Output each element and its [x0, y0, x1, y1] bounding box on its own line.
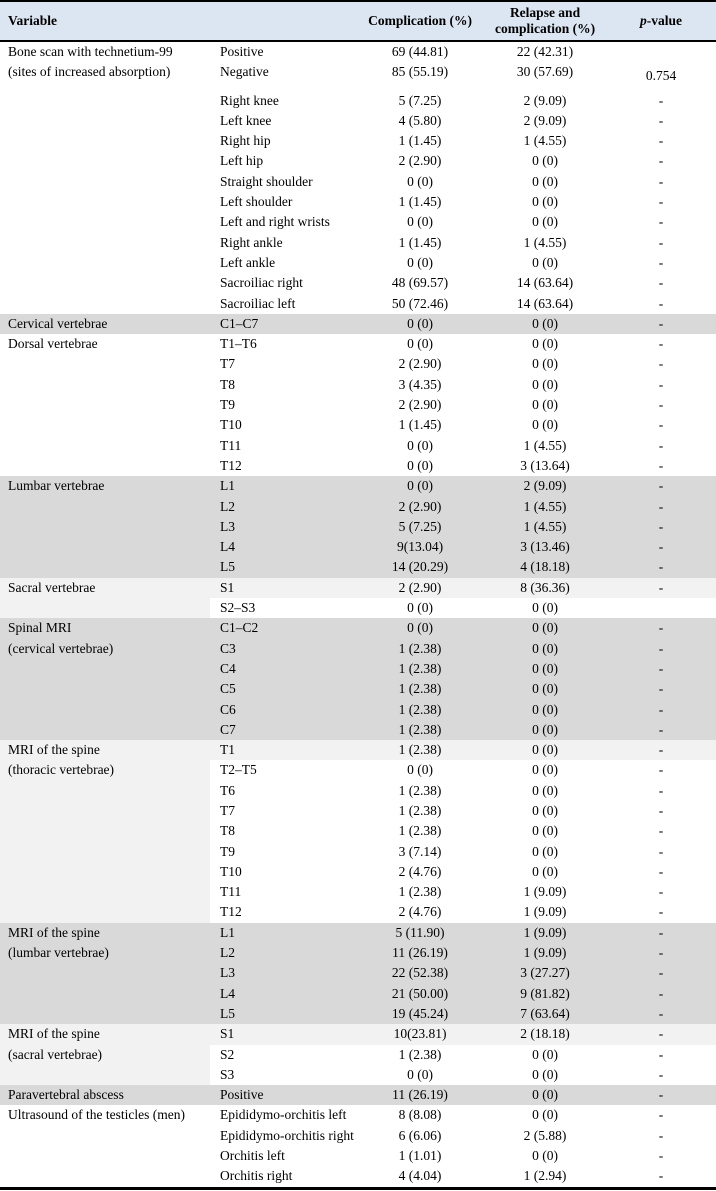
- complication-value: 9(13.04): [396, 539, 444, 555]
- p-rest: -value: [646, 13, 683, 28]
- relapse-value: 0 (0): [532, 802, 558, 818]
- table-row: [0, 314, 716, 334]
- row-sublabel: T1: [220, 742, 235, 758]
- relapse-value: 1 (4.55): [523, 498, 567, 514]
- table-row: [0, 334, 716, 354]
- p-value: -: [658, 1087, 664, 1103]
- row-sublabel: T9: [220, 397, 235, 413]
- relapse-value: 2 (9.09): [523, 112, 567, 128]
- relapse-value: 3 (13.46): [520, 539, 570, 555]
- complication-value: 22 (52.38): [391, 965, 449, 981]
- complication-value: 11 (26.19): [392, 945, 448, 961]
- relapse-value: 0 (0): [532, 721, 558, 737]
- complication-value: 5 (7.25): [398, 92, 442, 108]
- complication-value: 1 (2.38): [398, 701, 442, 717]
- relapse-value: 0 (0): [532, 1046, 558, 1062]
- p-value: -: [658, 173, 664, 189]
- p-value: -: [658, 884, 664, 900]
- variable-label: [0, 1105, 210, 1188]
- relapse-value: 0 (0): [532, 863, 558, 879]
- row-sublabel: Epididymo-orchitis left: [220, 1107, 347, 1123]
- variable-label: [0, 1085, 210, 1105]
- table-row: [0, 618, 716, 638]
- table-row: [0, 923, 716, 943]
- p-value: -: [658, 254, 664, 270]
- complication-value: 4 (5.80): [398, 112, 442, 128]
- variable-label-line2: (lumbar vertebrae): [8, 945, 109, 961]
- row-sublabel: T1–T6: [220, 336, 257, 352]
- p-value: -: [658, 92, 664, 108]
- relapse-value: 3 (27.27): [520, 965, 570, 981]
- p-value: -: [658, 397, 664, 413]
- p-value: -: [658, 762, 664, 778]
- table-body: [0, 41, 716, 1188]
- complication-value: 1 (1.45): [398, 133, 442, 149]
- complication-value: 2 (2.90): [398, 356, 442, 372]
- relapse-value: 0 (0): [532, 417, 558, 433]
- variable-label-line1: Cervical vertebrae: [8, 315, 108, 331]
- variable-label-line1: Spinal MRI: [8, 620, 72, 636]
- relapse-value: 1 (2.94): [523, 1168, 567, 1184]
- row-sublabel: Left and right wrists: [220, 214, 330, 230]
- complication-value: 0 (0): [407, 1066, 433, 1082]
- p-value: -: [658, 133, 664, 149]
- relapse-value: 7 (63.64): [520, 1005, 570, 1021]
- row-sublabel: Right knee: [220, 92, 279, 108]
- variable-label: [0, 578, 210, 619]
- row-sublabel: T8: [220, 376, 235, 392]
- p-value: [606, 598, 716, 618]
- relapse-value: 0 (0): [532, 660, 558, 676]
- row-sublabel: C1–C7: [220, 315, 259, 331]
- row-sublabel: T12: [220, 457, 242, 473]
- relapse-value: 2 (9.09): [523, 92, 567, 108]
- complication-value: 1 (2.38): [398, 884, 442, 900]
- header-row: [0, 1, 716, 41]
- complication-value: 1 (2.38): [398, 742, 442, 758]
- relapse-value: 2 (5.88): [523, 1127, 567, 1143]
- relapse-value: 22 (42.31): [516, 44, 574, 59]
- p-value: -: [658, 356, 664, 372]
- relapse-value: 0 (0): [532, 254, 558, 270]
- complication-value: 2 (2.90): [398, 498, 442, 514]
- complication-value: 0 (0): [407, 336, 433, 352]
- variable-label: [0, 334, 210, 476]
- variable-label: [0, 1024, 210, 1085]
- table-row: [0, 1085, 716, 1105]
- table-row: [0, 41, 716, 62]
- relapse-value: 1 (4.55): [523, 437, 567, 453]
- complication-value: 1 (2.38): [398, 681, 442, 697]
- row-sublabel: L1: [220, 924, 235, 940]
- relapse-value: 3 (13.64): [520, 457, 570, 473]
- p-value: -: [658, 1026, 664, 1042]
- variable-label-line2: (sites of increased absorption): [8, 64, 171, 80]
- p-value: -: [658, 437, 664, 453]
- row-sublabel: T11: [220, 437, 242, 453]
- relapse-value: 9 (81.82): [520, 985, 570, 1001]
- p-value: -: [658, 721, 664, 737]
- row-sublabel: C4: [220, 660, 236, 676]
- p-value: -: [658, 457, 664, 473]
- p-value: -: [658, 478, 664, 494]
- p-value: -: [658, 417, 664, 433]
- p-value: -: [658, 1066, 664, 1082]
- relapse-value: 0 (0): [532, 1066, 558, 1082]
- col-header-pvalue: [606, 1, 716, 41]
- variable-label-line1: MRI of the spine: [8, 1026, 100, 1042]
- relapse-value: 0 (0): [532, 376, 558, 392]
- complication-value: 5 (11.90): [395, 924, 445, 940]
- relapse-value: 0 (0): [532, 336, 558, 352]
- p-value: -: [658, 336, 664, 352]
- complication-value: 0 (0): [407, 315, 433, 331]
- table-row: [0, 578, 716, 598]
- p-value: 0.754: [645, 68, 677, 84]
- col-header-variable: Variable: [0, 1, 356, 41]
- variable-label-line1: MRI of the spine: [8, 742, 100, 758]
- col-header-complication: Complication (%): [356, 1, 484, 41]
- variable-label: [0, 314, 210, 334]
- variable-label-line2: (cervical vertebrae): [8, 640, 114, 656]
- relapse-value: 0 (0): [532, 701, 558, 717]
- row-sublabel: Positive: [220, 44, 264, 59]
- p-value: -: [658, 498, 664, 514]
- p-value: -: [658, 539, 664, 555]
- p-value: -: [658, 742, 664, 758]
- spacer-cell: [356, 83, 484, 91]
- row-sublabel: Positive: [220, 1087, 264, 1103]
- complication-value: 1 (2.38): [398, 802, 442, 818]
- p-value: -: [658, 315, 664, 331]
- p-value: -: [658, 945, 664, 961]
- p-value: -: [658, 802, 664, 818]
- row-sublabel: L5: [220, 559, 235, 575]
- complication-value: 10(23.81): [393, 1026, 447, 1042]
- p-value: -: [658, 559, 664, 575]
- variable-label-line2: (sacral vertebrae): [8, 1046, 103, 1062]
- p-value: -: [658, 640, 664, 656]
- complication-value: 1 (2.38): [398, 721, 442, 737]
- relapse-value: 0 (0): [532, 620, 558, 636]
- row-sublabel: T10: [220, 863, 242, 879]
- variable-label: [0, 740, 210, 923]
- table-row: [0, 476, 716, 496]
- complication-value: 5 (7.25): [398, 518, 442, 534]
- row-sublabel: L2: [220, 945, 235, 961]
- p-value: -: [658, 1168, 664, 1184]
- variable-label-line1: Paravertebral abscess: [8, 1087, 124, 1103]
- p-value: -: [658, 275, 664, 291]
- relapse-value: 14 (63.64): [516, 295, 574, 311]
- row-sublabel: T8: [220, 823, 235, 839]
- row-sublabel: Left ankle: [220, 254, 276, 270]
- complication-value: 1 (1.45): [398, 194, 442, 210]
- complication-value: 0 (0): [407, 214, 433, 230]
- table-row: [0, 740, 716, 760]
- variable-label-line2: (thoracic vertebrae): [8, 762, 115, 778]
- p-value: -: [658, 1005, 664, 1021]
- p-value: -: [658, 1148, 664, 1164]
- row-sublabel: L4: [220, 985, 235, 1001]
- relapse-value: 14 (63.64): [516, 275, 574, 291]
- relapse-value: 0 (0): [532, 640, 558, 656]
- complication-value: 2 (2.90): [398, 153, 442, 169]
- complication-value: 1 (2.38): [398, 1046, 442, 1062]
- p-value: -: [658, 1046, 664, 1062]
- table-row: [0, 1024, 716, 1044]
- relapse-value: 0 (0): [532, 214, 558, 230]
- p-value: [606, 41, 716, 62]
- complication-value: 1 (1.45): [398, 234, 442, 250]
- row-sublabel: Left hip: [220, 153, 264, 169]
- complication-value: 4 (4.04): [398, 1168, 442, 1184]
- complication-value: 6 (6.06): [398, 1127, 442, 1143]
- relapse-value: 8 (36.36): [520, 579, 570, 595]
- relapse-value: 0 (0): [532, 397, 558, 413]
- p-value: -: [658, 924, 664, 940]
- row-sublabel: T7: [220, 356, 235, 372]
- p-value: -: [658, 620, 664, 636]
- row-sublabel: S3: [220, 1066, 235, 1082]
- row-sublabel: Orchitis left: [220, 1148, 285, 1164]
- p-value: -: [658, 843, 664, 859]
- relapse-value: 4 (18.18): [520, 559, 570, 575]
- complication-value: 1 (2.38): [398, 660, 442, 676]
- complication-value: 0 (0): [407, 600, 433, 616]
- p-value: -: [658, 904, 664, 920]
- row-sublabel: S1: [220, 579, 235, 595]
- row-sublabel: Right hip: [220, 133, 271, 149]
- complication-value: 1 (1.45): [398, 417, 442, 433]
- p-value: -: [658, 985, 664, 1001]
- p-value: -: [658, 823, 664, 839]
- p-value: -: [658, 214, 664, 230]
- spacer-cell: [484, 83, 606, 91]
- variable-label-line1: MRI of the spine: [8, 924, 100, 940]
- complication-value: 0 (0): [407, 457, 433, 473]
- p-value: -: [658, 295, 664, 311]
- row-sublabel: L1: [220, 478, 235, 494]
- relapse-value: 0 (0): [532, 600, 558, 616]
- complication-value: 2 (2.90): [398, 579, 442, 595]
- variable-label: [0, 923, 210, 1024]
- p-value: -: [658, 194, 664, 210]
- p-value: -: [658, 965, 664, 981]
- variable-label-line1: Bone scan with technetium-99: [8, 44, 173, 59]
- p-value: -: [658, 234, 664, 250]
- relapse-value: 0 (0): [532, 742, 558, 758]
- relapse-value: 1 (9.09): [523, 904, 567, 920]
- row-sublabel: T6: [220, 782, 235, 798]
- relapse-value: 30 (57.69): [516, 64, 574, 80]
- relapse-value: 0 (0): [532, 1087, 558, 1103]
- relapse-value: 0 (0): [532, 762, 558, 778]
- row-sublabel: T2–T5: [220, 762, 257, 778]
- variable-label-line1: Sacral vertebrae: [8, 579, 96, 595]
- variable-label-line1: Dorsal vertebrae: [8, 336, 98, 352]
- complication-value: 1 (2.38): [398, 823, 442, 839]
- complication-value: 2 (4.76): [398, 863, 442, 879]
- relapse-value: 2 (18.18): [520, 1026, 570, 1042]
- p-value: -: [658, 681, 664, 697]
- complication-value: 19 (45.24): [391, 1005, 449, 1021]
- p-value: -: [658, 1127, 664, 1143]
- relapse-value: 0 (0): [532, 315, 558, 331]
- row-sublabel: T9: [220, 843, 235, 859]
- relapse-value: 1 (4.55): [523, 234, 567, 250]
- row-sublabel: T11: [220, 884, 242, 900]
- complication-value: 48 (69.57): [391, 275, 449, 291]
- row-sublabel: C1–C2: [220, 620, 259, 636]
- complication-value: 2 (4.76): [398, 904, 442, 920]
- complication-value: 8 (8.08): [398, 1107, 442, 1123]
- row-sublabel: Straight shoulder: [220, 173, 313, 189]
- row-sublabel: T7: [220, 802, 235, 818]
- p-value: -: [658, 701, 664, 717]
- variable-label-line1: Ultrasound of the testicles (men): [8, 1107, 185, 1123]
- variable-label: [0, 618, 210, 740]
- relapse-value: 0 (0): [532, 194, 558, 210]
- row-sublabel: S2–S3: [220, 600, 256, 616]
- relapse-value: 1 (9.09): [523, 924, 567, 940]
- complication-value: 14 (20.29): [391, 559, 449, 575]
- relapse-value: 0 (0): [532, 1107, 558, 1123]
- col-header-relapse: Relapse and complication (%): [484, 1, 606, 41]
- row-sublabel: T10: [220, 417, 242, 433]
- row-sublabel: Epididymo-orchitis right: [220, 1127, 354, 1143]
- row-sublabel: C6: [220, 701, 236, 717]
- complication-value: 3 (7.14): [398, 843, 442, 859]
- row-sublabel: Sacroiliac left: [220, 295, 296, 311]
- row-sublabel: S2: [220, 1046, 235, 1062]
- row-sublabel: L4: [220, 539, 235, 555]
- row-sublabel: Right ankle: [220, 234, 283, 250]
- row-sublabel: Left knee: [220, 112, 272, 128]
- complication-value: 3 (4.35): [398, 376, 442, 392]
- spacer-cell: [210, 83, 356, 91]
- complication-value: 0 (0): [407, 254, 433, 270]
- complication-value: 0 (0): [407, 478, 433, 494]
- relapse-value: 1 (4.55): [523, 518, 567, 534]
- relapse-value: 1 (9.09): [523, 945, 567, 961]
- p-value: -: [658, 376, 664, 392]
- relapse-value: 0 (0): [532, 823, 558, 839]
- complication-value: 69 (44.81): [391, 44, 449, 59]
- relapse-value: 0 (0): [532, 1148, 558, 1164]
- relapse-value: 0 (0): [532, 782, 558, 798]
- relapse-value: 1 (9.09): [523, 884, 567, 900]
- row-sublabel: L3: [220, 965, 235, 981]
- p-italic: p: [640, 13, 647, 28]
- relapse-value: 0 (0): [532, 356, 558, 372]
- complication-value: 1 (1.01): [398, 1148, 442, 1164]
- row-sublabel: Sacroiliac right: [220, 275, 303, 291]
- row-sublabel: C7: [220, 721, 236, 737]
- row-sublabel: C5: [220, 681, 236, 697]
- row-sublabel: S1: [220, 1026, 235, 1042]
- p-value: -: [658, 112, 664, 128]
- p-value: -: [658, 782, 664, 798]
- row-sublabel: L3: [220, 518, 235, 534]
- complication-value: 50 (72.46): [391, 295, 449, 311]
- complication-value: 21 (50.00): [391, 985, 449, 1001]
- complication-value: 1 (2.38): [398, 640, 442, 656]
- complication-value: 11 (26.19): [392, 1087, 448, 1103]
- complication-value: 1 (2.38): [398, 782, 442, 798]
- complication-value: 2 (2.90): [398, 397, 442, 413]
- table-row: [0, 1105, 716, 1125]
- relapse-value: 0 (0): [532, 153, 558, 169]
- variable-label-line1: Lumbar vertebrae: [8, 478, 105, 494]
- p-value: -: [658, 518, 664, 534]
- relapse-value: 0 (0): [532, 173, 558, 189]
- row-sublabel: Orchitis right: [220, 1168, 293, 1184]
- variable-label: [0, 476, 210, 577]
- relapse-value: 0 (0): [532, 681, 558, 697]
- row-sublabel: T12: [220, 904, 242, 920]
- p-value: -: [658, 579, 664, 595]
- complication-value: 0 (0): [407, 437, 433, 453]
- relapse-value: 2 (9.09): [523, 478, 567, 494]
- complication-value: 0 (0): [407, 620, 433, 636]
- variable-label: [0, 41, 210, 314]
- row-sublabel: C3: [220, 640, 236, 656]
- row-sublabel: Left shoulder: [220, 194, 293, 210]
- p-value: -: [658, 660, 664, 676]
- complication-value: 85 (55.19): [391, 64, 449, 80]
- relapse-value: 1 (4.55): [523, 133, 567, 149]
- row-sublabel: L2: [220, 498, 235, 514]
- p-value: -: [658, 1107, 664, 1123]
- complication-value: 0 (0): [407, 762, 433, 778]
- relapse-value: 0 (0): [532, 843, 558, 859]
- p-value: -: [658, 863, 664, 879]
- p-value: -: [658, 153, 664, 169]
- row-sublabel: Negative: [220, 64, 269, 80]
- row-sublabel: L5: [220, 1005, 235, 1021]
- complication-value: 0 (0): [407, 173, 433, 189]
